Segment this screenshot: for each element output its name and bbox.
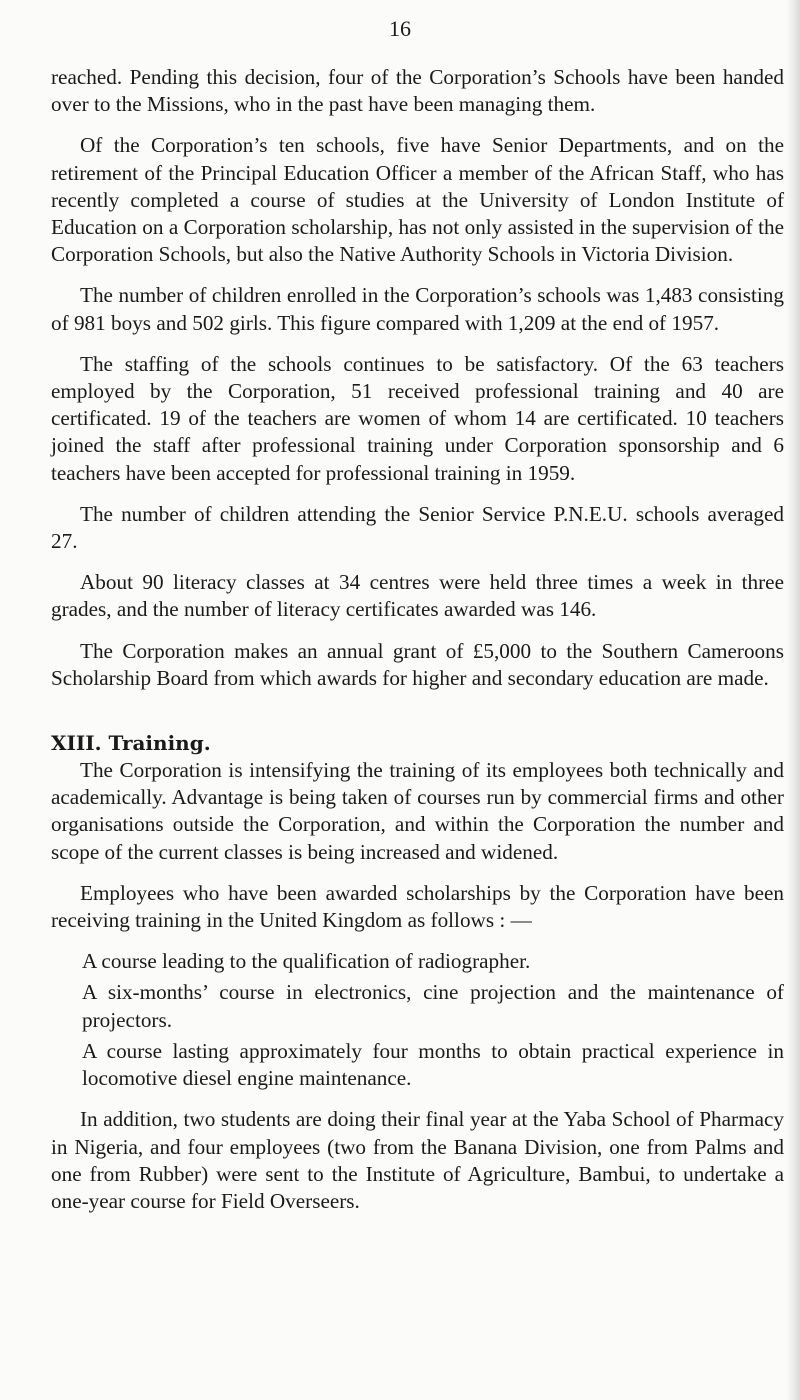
- section-heading-training: XIII. Training.: [51, 731, 211, 756]
- course-item: A six-months’ course in electronics, cine projection and the maintenance of projectors.: [82, 980, 784, 1032]
- paragraph-enrolment: The number of children enrolled in the Corporation’s schools was 1,483 consisting of 981 boys and 502 girls. This figure compared with 1,209 at the end of 1957.: [51, 283, 784, 335]
- paragraph-continuation: reached. Pending this decision, four of the Corporation’s Schools have been handed over to the Missions, who in the past have been managing them.: [51, 65, 784, 117]
- paragraph-scholarships: Employees who have been awarded scholarships by the Corporation have been receiving training in the United Kingdom as follows : —: [51, 880, 784, 933]
- paragraph-literacy: About 90 literacy classes at 34 centres were held three times a week in three grades, and the number of literacy certificates awarded was 146.: [51, 570, 784, 622]
- paragraph-pneu: The number of children attending the Senior Service P.N.E.U. schools averaged 27.: [51, 501, 784, 554]
- page-edge-shadow: [786, 0, 800, 1400]
- course-item: A course lasting approximately four months to obtain practical experience in locomotive diesel engine maintenance.: [82, 1038, 784, 1091]
- paragraph-training-intro: The Corporation is intensifying the training of its employees both technically and academically. Advantage is being taken of courses run by commercial firms and other organisations outside the Corporation, and within the Corporation the number and scope of the current classes is being increased and widened.: [51, 758, 784, 864]
- page-number: 16: [389, 16, 411, 41]
- paragraph-grant: The Corporation makes an annual grant of £5,000 to the Southern Cameroons Scholarship Board from which awards for higher and secondary education are made.: [51, 638, 784, 690]
- body-text: [51, 64, 784, 1229]
- paragraph-closing: In addition, two students are doing their final year at the Yaba School of Pharmacy in Nigeria, and four employees (two from the Banana Division, one from Palms and one from Rubber) were sent to the Institute of Agriculture, Bambui, to undertake a one-year course for Field Overseers.: [51, 1107, 784, 1213]
- paragraph-schools: Of the Corporation’s ten schools, five have Senior Departments, and on the retirement of the Principal Education Officer a member of the African Staff, who has recently completed a course of studies at the University of London Institute of Education on a Corporation scholarship, has not only assisted in the supervision of the Corporation Schools, but also the Native Authority Schools in Victoria Division.: [51, 133, 784, 267]
- paragraph-staffing: The staffing of the schools continues to be satisfactory. Of the 63 teachers employed by the Corporation, 51 received professional training and 40 are certificated. 19 of the teachers are women of whom 14 are certificated. 10 teachers joined the staff after professional training under Corporation sponsorship and 6 teachers have been accepted for professional training in 1959.: [51, 351, 784, 485]
- course-item: A course leading to the qualification of radiographer.: [82, 949, 531, 974]
